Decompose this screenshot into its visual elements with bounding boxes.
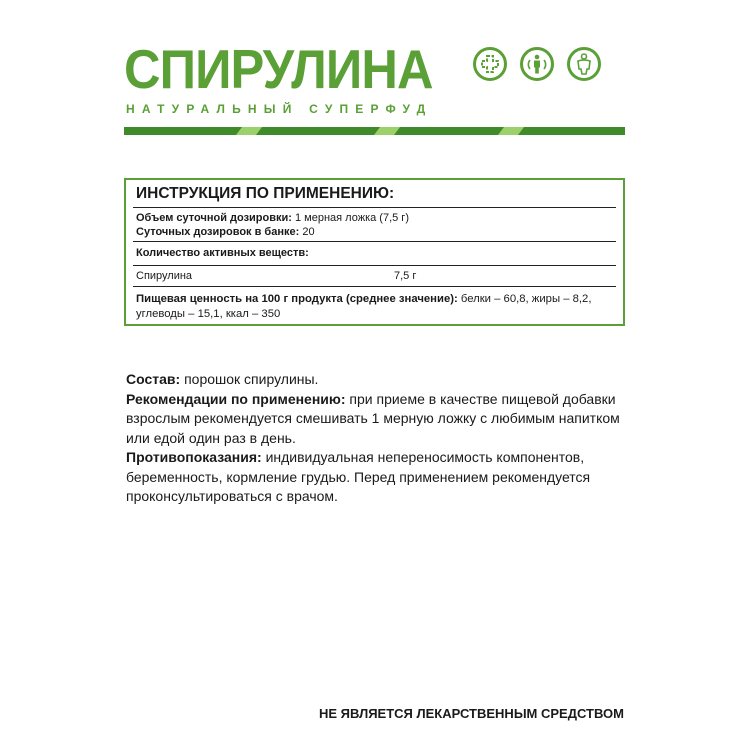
benefit-icons <box>473 47 601 81</box>
daily-dose-label: Объем суточной дозировки: <box>136 212 292 224</box>
decorative-stripe <box>124 124 625 138</box>
product-details <box>126 370 626 507</box>
recommendations-label: Рекомендации по применению: <box>126 390 346 407</box>
active-ingredients-label: Количество активных веществ: <box>136 247 309 259</box>
composition-value: порошок спирулины. <box>180 371 319 387</box>
recommendations-paragraph <box>126 390 626 449</box>
nutrition-label: Пищевая ценность на 100 г продукта (среднее значение): <box>136 293 458 305</box>
contraindications-value: индивидуальная непереносимость компонентов, беременность, кормление грудью. Перед применением рекомендуется проконсультироваться с врачом. <box>126 449 591 504</box>
divider <box>133 286 616 287</box>
doses-per-jar-value: 20 <box>299 226 315 238</box>
instructions-box <box>124 178 625 326</box>
daily-dose-row <box>136 212 409 224</box>
composition-label: Состав: <box>126 371 181 387</box>
active-ingredients-row <box>136 247 309 259</box>
daily-dose-value: 1 мерная ложка (7,5 г) <box>291 212 409 224</box>
divider <box>133 207 616 208</box>
strength-person-icon <box>567 47 601 81</box>
nutrition-value: белки – 60,8, жиры – 8,2, углеводы – 15,1, ккал – 350 <box>136 293 592 320</box>
medical-cross-icon <box>473 47 507 81</box>
divider <box>133 265 616 266</box>
contraindications-label: Противопоказания: <box>126 449 262 465</box>
ingredient-amount: 7,5 г <box>394 270 417 282</box>
metabolism-person-icon <box>520 47 554 81</box>
nutrition-info <box>136 292 616 322</box>
doses-per-jar-row <box>136 226 315 238</box>
disclaimer: НЕ ЯВЛЯЕТСЯ ЛЕКАРСТВЕННЫМ СРЕДСТВОМ <box>319 706 624 721</box>
doses-per-jar-label: Суточных дозировок в банке: <box>136 226 300 238</box>
ingredient-name: Спирулина <box>136 270 193 282</box>
instructions-heading: ИНСТРУКЦИЯ ПО ПРИМЕНЕНИЮ: <box>136 185 395 202</box>
recommendations-value: при приеме в качестве пищевой добавки взрослым рекомендуется смешивать 1 мерную ложку с любимым напитком или едой один раз в день. <box>126 390 620 446</box>
product-title: СПИРУЛИНА <box>124 38 433 100</box>
composition-paragraph <box>126 370 626 390</box>
product-subtitle: НАТУРАЛЬНЫЙ СУПЕРФУД <box>126 102 433 116</box>
contraindications-paragraph <box>126 448 626 507</box>
divider <box>133 241 616 242</box>
